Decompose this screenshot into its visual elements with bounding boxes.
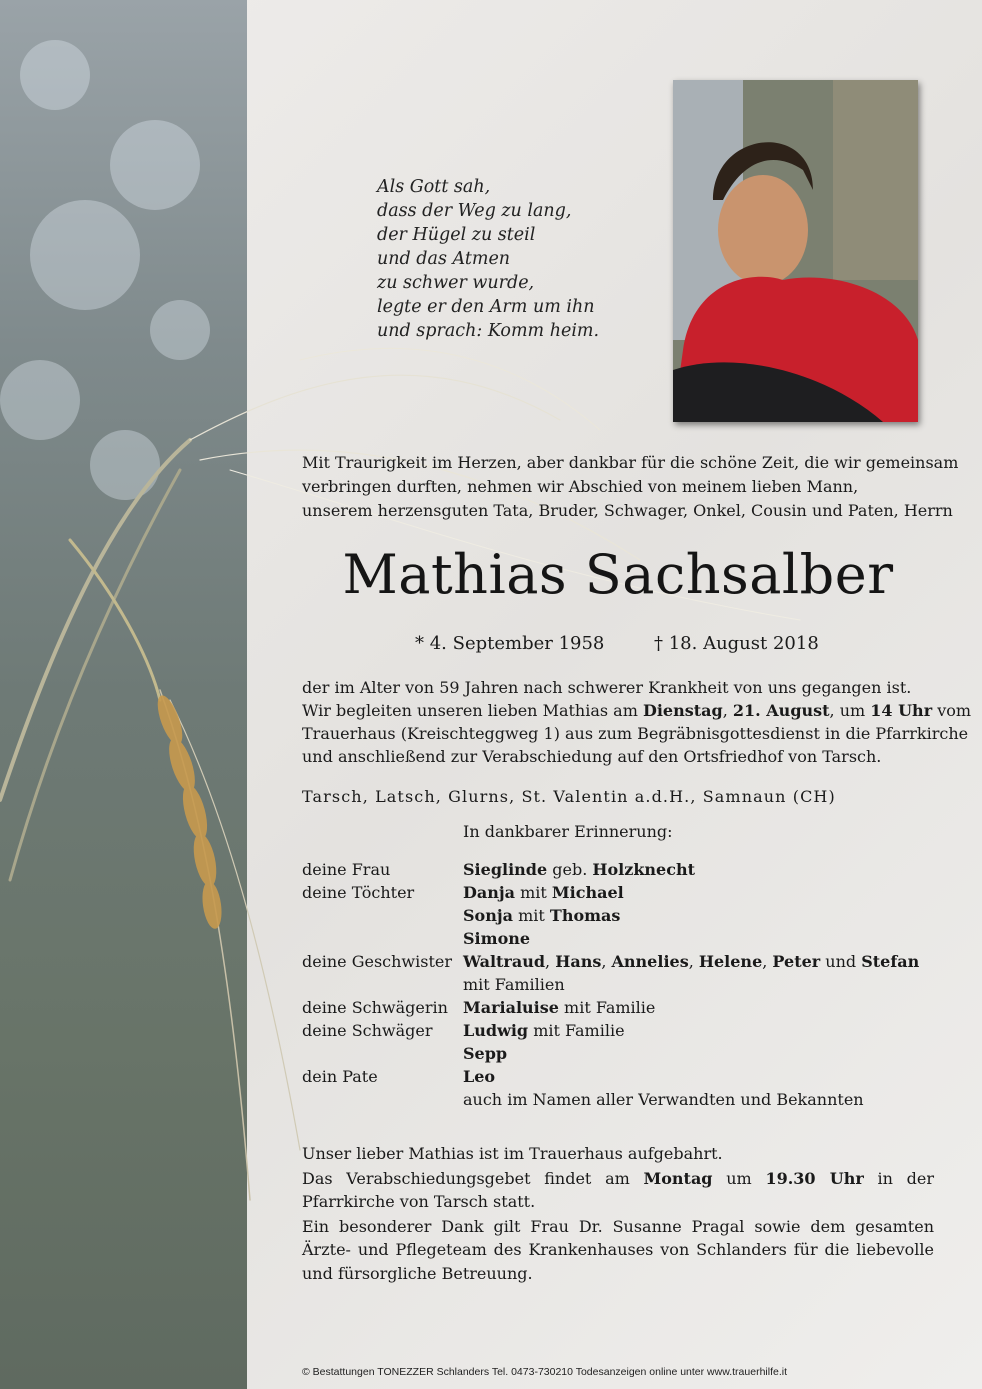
family-row: deine Töchter Danja mit Michael xyxy=(302,883,624,902)
family-row: deine Schwäger Ludwig mit Familie xyxy=(302,1021,625,1040)
quote-line: Als Gott sah, xyxy=(377,177,491,197)
family-row: deine Frau Sieglinde geb. Holzknecht xyxy=(302,860,695,879)
quote-line: und sprach: Komm heim. xyxy=(377,321,600,341)
family-row: Sonja mit Thomas xyxy=(463,906,621,925)
details-line: Trauerhaus (Kreischteggweg 1) aus zum Begräbnisgottesdienst in die Pfarrkirche xyxy=(302,724,969,743)
portrait-photo xyxy=(673,80,918,422)
footer-credit: © Bestattungen TONEZZER Schlanders Tel. 0473-730210 Todesanzeigen online unter www.trauerhilfe.it xyxy=(302,1366,787,1378)
funeral-details xyxy=(302,676,972,768)
family-row: auch im Namen aller Verwandten und Bekannten xyxy=(463,1090,864,1109)
birth-date: * 4. September 1958 xyxy=(415,633,605,654)
quote-line: legte er den Arm um ihn xyxy=(377,297,595,317)
family-row: deine Schwägerin Marialuise mit Familie xyxy=(302,998,656,1017)
details-line: Wir begleiten unseren lieben Mathias am Dienstag, 21. August, um 14 Uhr vom xyxy=(302,701,972,720)
intro-text xyxy=(302,451,959,523)
quote-line: und das Atmen xyxy=(377,249,511,269)
memorial-quote xyxy=(377,175,599,343)
remembrance-heading: In dankbarer Erinnerung: xyxy=(463,822,673,841)
details-line: der im Alter von 59 Jahren nach schwerer Krankheit von uns gegangen ist. xyxy=(302,678,912,697)
family-row: Sepp xyxy=(463,1044,508,1063)
closing-paragraph: Das Verabschiedungsgebet findet am Montag um 19.30 Uhr in der Pfarrkirche von Tarsch statt. xyxy=(302,1168,935,1211)
intro-line: verbringen durften, nehmen wir Abschied von meinem lieben Mann, xyxy=(302,477,859,496)
quote-line: zu schwer wurde, xyxy=(377,273,535,293)
intro-line: unserem herzensguten Tata, Bruder, Schwager, Onkel, Cousin und Paten, Herrn xyxy=(302,501,953,520)
quote-line: der Hügel zu steil xyxy=(377,225,536,245)
family-row: mit Familien xyxy=(463,975,565,994)
deceased-name: Mathias Sachsalber xyxy=(342,543,894,606)
closing-paragraph: Unser lieber Mathias ist im Trauerhaus aufgebahrt. xyxy=(302,1144,723,1163)
family-row: Simone xyxy=(463,929,531,948)
family-row: deine Geschwister Waltraud, Hans, Annelies, Helene, Peter und Stefan xyxy=(302,952,920,971)
quote-line: dass der Weg zu lang, xyxy=(377,201,572,221)
closing-text xyxy=(302,1142,934,1286)
family-list xyxy=(302,858,934,1111)
closing-paragraph: Ein besonderer Dank gilt Frau Dr. Susanne Pragal sowie dem gesamten Ärzte- und Pflegeteam des Krankenhauses von Schlanders für die liebevolle und fürsorgliche Betreuung. xyxy=(302,1216,934,1283)
intro-line: Mit Traurigkeit im Herzen, aber dankbar für die schöne Zeit, die wir gemeinsam xyxy=(302,453,959,472)
details-line: und anschließend zur Verabschiedung auf den Ortsfriedhof von Tarsch. xyxy=(302,747,882,766)
death-date: † 18. August 2018 xyxy=(654,633,819,654)
places-list: Tarsch, Latsch, Glurns, St. Valentin a.d.H., Samnaun (CH) xyxy=(302,787,836,806)
family-row: dein Pate Leo xyxy=(302,1067,496,1086)
